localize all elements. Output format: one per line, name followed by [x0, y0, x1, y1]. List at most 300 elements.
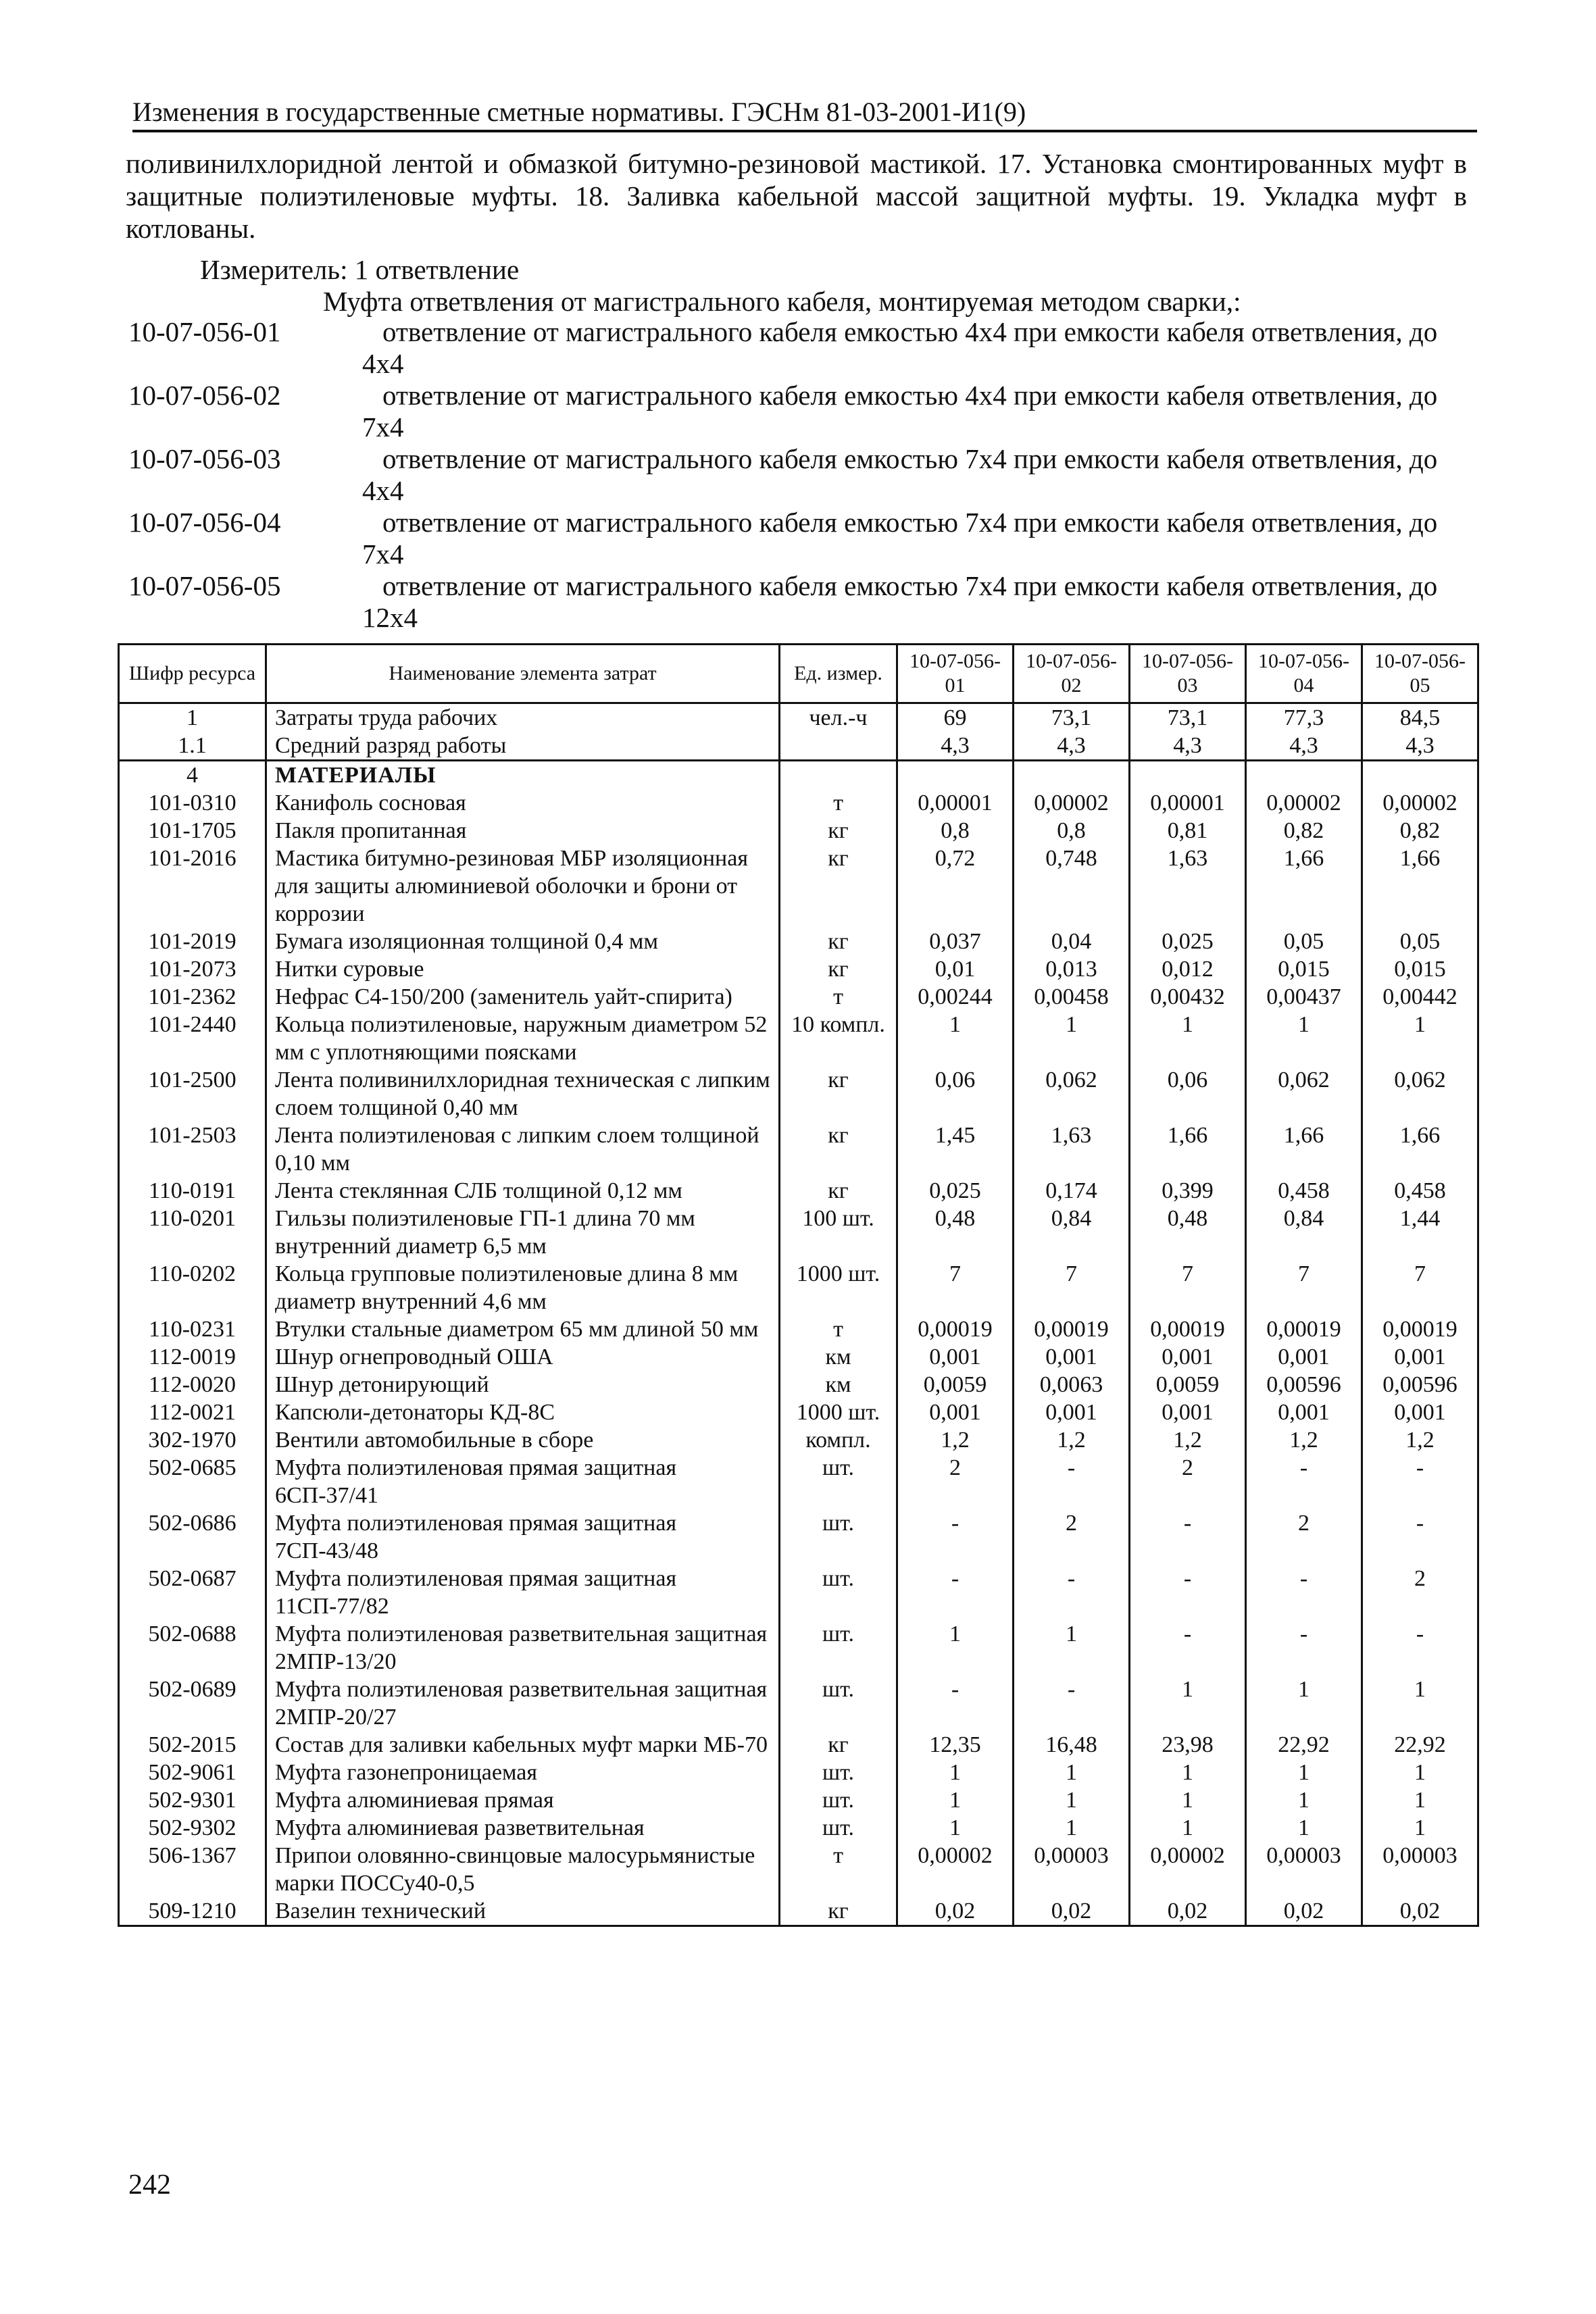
cell-unit: шт.	[780, 1759, 897, 1786]
table-row	[119, 1620, 1478, 1676]
cell-code: 112-0020	[119, 1371, 266, 1399]
cell-code: 502-0688	[119, 1620, 266, 1676]
cell-code: 502-9302	[119, 1814, 266, 1842]
cell-name: Лента поливинилхлоридная техническая с липким слоем толщиной 0,40 мм	[266, 1066, 780, 1122]
cell-code: 112-0021	[119, 1399, 266, 1426]
cell-value: 0,04	[1014, 928, 1130, 955]
cell-value: 1	[1130, 1786, 1246, 1814]
table-row	[119, 1343, 1478, 1371]
cell-value: 0,00003	[1246, 1842, 1362, 1897]
cell-value: 0,00002	[1246, 789, 1362, 817]
header-col-3: 10-07-056-03	[1130, 645, 1246, 703]
cell-value: 1	[1130, 1676, 1246, 1731]
table-row	[119, 1842, 1478, 1897]
table-row	[119, 1814, 1478, 1842]
cell-value: 1	[1014, 1786, 1130, 1814]
cell-value: 0,399	[1130, 1177, 1246, 1205]
table-row	[119, 845, 1478, 928]
cell-value	[1246, 761, 1362, 790]
cell-value: 0,48	[1130, 1205, 1246, 1260]
cell-value: -	[1014, 1676, 1130, 1731]
cell-value: 0,00002	[1130, 1842, 1246, 1897]
table-row	[119, 1509, 1478, 1565]
cell-value: 1	[1130, 1011, 1246, 1066]
code-description	[362, 570, 1473, 634]
cell-code: 502-0685	[119, 1454, 266, 1509]
cell-value: 1,66	[1130, 1122, 1246, 1177]
cell-value: 0,015	[1362, 955, 1478, 983]
cell-value	[897, 761, 1014, 790]
cell-value: 0,06	[897, 1066, 1014, 1122]
cell-unit: т	[780, 789, 897, 817]
cell-unit: шт.	[780, 1454, 897, 1509]
cell-name: МАТЕРИАЛЫ	[266, 761, 780, 790]
table-row	[119, 1122, 1478, 1177]
code-item	[128, 316, 1473, 380]
cell-value: 0,00596	[1246, 1371, 1362, 1399]
cell-value: 0,001	[1014, 1343, 1130, 1371]
cell-value: 0,05	[1362, 928, 1478, 955]
cell-unit: кг	[780, 1177, 897, 1205]
code-list	[128, 316, 1473, 634]
document-header: Изменения в государственные сметные нормативы. ГЭСНм 81-03-2001-И1(9)	[132, 95, 1477, 132]
cell-value: 0,458	[1362, 1177, 1478, 1205]
table-row	[119, 1565, 1478, 1620]
cell-value: 0,02	[1014, 1897, 1130, 1926]
cell-name: Вазелин технический	[266, 1897, 780, 1926]
cell-value: 1,2	[897, 1426, 1014, 1454]
cell-value: 23,98	[1130, 1731, 1246, 1759]
cell-value: 1	[897, 1011, 1014, 1066]
cell-value: 1	[1246, 1814, 1362, 1842]
cell-value: 0,00003	[1014, 1842, 1130, 1897]
cell-value: 1	[1246, 1011, 1362, 1066]
cell-value: 1,2	[1362, 1426, 1478, 1454]
cell-unit: шт.	[780, 1565, 897, 1620]
code-number: 10-07-056-05	[128, 570, 281, 601]
cell-code: 502-0686	[119, 1509, 266, 1565]
cell-value: 1,2	[1014, 1426, 1130, 1454]
cell-unit: км	[780, 1371, 897, 1399]
cell-value: 1,63	[1014, 1122, 1130, 1177]
cell-value: 1	[1130, 1759, 1246, 1786]
cell-value: 0,00019	[1246, 1315, 1362, 1343]
cell-value: 1,66	[1362, 1122, 1478, 1177]
cell-value: 1	[1362, 1786, 1478, 1814]
cell-value: 2	[1362, 1565, 1478, 1620]
cell-value: 7	[1246, 1260, 1362, 1315]
code-description	[362, 380, 1473, 443]
table-row	[119, 1759, 1478, 1786]
cell-value: 1	[1014, 1620, 1130, 1676]
cell-value: -	[897, 1676, 1014, 1731]
table-row	[119, 1205, 1478, 1260]
cell-name: Муфта газонепроницаемая	[266, 1759, 780, 1786]
cell-value: 0,001	[897, 1343, 1014, 1371]
cell-value: 0,81	[1130, 817, 1246, 845]
cell-value: 0,001	[1014, 1399, 1130, 1426]
table-row	[119, 817, 1478, 845]
cell-value: 0,02	[1246, 1897, 1362, 1926]
table-row	[119, 1454, 1478, 1509]
cell-value: -	[1014, 1454, 1130, 1509]
cell-value: 0,00019	[897, 1315, 1014, 1343]
cell-code: 112-0019	[119, 1343, 266, 1371]
cell-value: 4,3	[1130, 732, 1246, 761]
cell-value: -	[1246, 1565, 1362, 1620]
cell-name: Муфта полиэтиленовая прямая защитная 11СП-77/82	[266, 1565, 780, 1620]
code-item	[128, 443, 1473, 507]
cell-unit: т	[780, 983, 897, 1011]
cell-value: 0,015	[1246, 955, 1362, 983]
cell-unit: кг	[780, 955, 897, 983]
cell-value: 12,35	[897, 1731, 1014, 1759]
cell-code: 101-2073	[119, 955, 266, 983]
cell-name: Втулки стальные диаметром 65 мм длиной 50 мм	[266, 1315, 780, 1343]
cell-value: 0,00432	[1130, 983, 1246, 1011]
cell-value: 1	[897, 1786, 1014, 1814]
cell-value: 0,00002	[1362, 789, 1478, 817]
cell-code: 101-2503	[119, 1122, 266, 1177]
cell-name: Нефрас С4-150/200 (заменитель уайт-спирита)	[266, 983, 780, 1011]
table-row	[119, 1371, 1478, 1399]
cell-code: 110-0202	[119, 1260, 266, 1315]
cell-unit: кг	[780, 817, 897, 845]
table-row	[119, 1676, 1478, 1731]
cell-name: Муфта алюминиевая разветвительная	[266, 1814, 780, 1842]
resource-table	[118, 643, 1479, 1927]
cell-value: 22,92	[1362, 1731, 1478, 1759]
header-col-5: 10-07-056-05	[1362, 645, 1478, 703]
cell-value: 1,2	[1130, 1426, 1246, 1454]
cell-value: 0,00458	[1014, 983, 1130, 1011]
cell-name: Припои оловянно-свинцовые малосурьмянистые марки ПОССу40-0,5	[266, 1842, 780, 1897]
table-row	[119, 703, 1478, 732]
code-number: 10-07-056-03	[128, 443, 281, 474]
cell-value: -	[1130, 1509, 1246, 1565]
table-row	[119, 732, 1478, 761]
cell-value: 2	[897, 1454, 1014, 1509]
code-description-line: ответвление от магистрального кабеля емкостью 7х4 при емкости кабеля ответвления, до	[382, 443, 1438, 474]
cell-value: 0,012	[1130, 955, 1246, 983]
cell-value: 2	[1246, 1509, 1362, 1565]
cell-value: 1,44	[1362, 1205, 1478, 1260]
table-row	[119, 983, 1478, 1011]
table-row	[119, 1399, 1478, 1426]
table-row	[119, 1731, 1478, 1759]
code-item	[128, 507, 1473, 570]
cell-value: 73,1	[1130, 703, 1246, 732]
cell-value: 0,0063	[1014, 1371, 1130, 1399]
cell-value: 0,001	[897, 1399, 1014, 1426]
cell-code: 101-2016	[119, 845, 266, 928]
cell-unit: шт.	[780, 1814, 897, 1842]
cell-value: 0,174	[1014, 1177, 1130, 1205]
cell-value: 0,84	[1246, 1205, 1362, 1260]
cell-name: Шнур детонирующий	[266, 1371, 780, 1399]
code-description-continuation: 7х4	[362, 411, 404, 443]
code-description	[362, 316, 1473, 380]
header-unit: Ед. измер.	[780, 645, 897, 703]
cell-value: 0,458	[1246, 1177, 1362, 1205]
cell-code: 4	[119, 761, 266, 790]
table-row	[119, 928, 1478, 955]
table-row	[119, 955, 1478, 983]
cell-code: 101-0310	[119, 789, 266, 817]
cell-value: 0,748	[1014, 845, 1130, 928]
cell-value: 0,001	[1246, 1399, 1362, 1426]
section-subtitle: Муфта ответвления от магистрального кабеля, монтируемая методом сварки,:	[323, 286, 1241, 317]
cell-code: 110-0231	[119, 1315, 266, 1343]
cell-value: 1	[897, 1759, 1014, 1786]
cell-value: 7	[897, 1260, 1014, 1315]
cell-value: -	[1362, 1620, 1478, 1676]
cell-name: Гильзы полиэтиленовые ГП-1 длина 70 мм внутренний диаметр 6,5 мм	[266, 1205, 780, 1260]
measurer-line: Измеритель: 1 ответвление	[200, 254, 520, 285]
code-description-line: ответвление от магистрального кабеля емкостью 7х4 при емкости кабеля ответвления, до	[382, 570, 1438, 601]
cell-name: Муфта полиэтиленовая прямая защитная 7СП-43/48	[266, 1509, 780, 1565]
cell-value: 0,48	[897, 1205, 1014, 1260]
cell-value: -	[1014, 1565, 1130, 1620]
code-number: 10-07-056-02	[128, 380, 281, 411]
cell-value: -	[1130, 1565, 1246, 1620]
cell-unit: 10 компл.	[780, 1011, 897, 1066]
table-row	[119, 1897, 1478, 1926]
code-item	[128, 380, 1473, 443]
cell-value: 0,062	[1014, 1066, 1130, 1122]
cell-value: 0,02	[897, 1897, 1014, 1926]
cell-unit: кг	[780, 1897, 897, 1926]
cell-code: 110-0201	[119, 1205, 266, 1260]
cell-value: 1	[1014, 1011, 1130, 1066]
cell-value: 7	[1130, 1260, 1246, 1315]
code-description-line: ответвление от магистрального кабеля емкостью 4х4 при емкости кабеля ответвления, до	[382, 380, 1438, 411]
intro-paragraph: поливинилхлоридной лентой и обмазкой битумно-резиновой мастикой. 17. Установка смонтированных муфт в защитные полиэтиленовые муфты. 18. Заливка кабельной массой защитной муфты. 19. Укладка муфт в котлованы.	[126, 148, 1467, 244]
cell-unit: т	[780, 1842, 897, 1897]
cell-value: 0,001	[1130, 1343, 1246, 1371]
cell-value: 0,06	[1130, 1066, 1246, 1122]
cell-unit: 100 шт.	[780, 1205, 897, 1260]
cell-unit: т	[780, 1315, 897, 1343]
table-row	[119, 761, 1478, 790]
cell-code: 502-0689	[119, 1676, 266, 1731]
cell-value: 0,025	[897, 1177, 1014, 1205]
cell-value: 0,062	[1246, 1066, 1362, 1122]
cell-value: 4,3	[1362, 732, 1478, 761]
cell-value: 1	[1014, 1814, 1130, 1842]
cell-value: 0,025	[1130, 928, 1246, 955]
cell-value: -	[897, 1509, 1014, 1565]
cell-name: Капсюли-детонаторы КД-8С	[266, 1399, 780, 1426]
cell-value: 2	[1130, 1454, 1246, 1509]
cell-name: Кольца полиэтиленовые, наружным диаметром 52 мм с уплотняющими поясками	[266, 1011, 780, 1066]
code-description	[362, 507, 1473, 570]
cell-name: Мастика битумно-резиновая МБР изоляционная для защиты алюминиевой оболочки и брони от коррозии	[266, 845, 780, 928]
code-description-continuation: 4х4	[362, 475, 404, 506]
cell-value: 0,00019	[1014, 1315, 1130, 1343]
cell-value: 1,2	[1246, 1426, 1362, 1454]
cell-unit	[780, 761, 897, 790]
cell-value: 0,001	[1362, 1399, 1478, 1426]
table-row	[119, 1315, 1478, 1343]
cell-value: -	[1246, 1454, 1362, 1509]
cell-value: 0,001	[1246, 1343, 1362, 1371]
cell-value: 0,00596	[1362, 1371, 1478, 1399]
table-header-row	[119, 645, 1478, 703]
cell-value: 0,001	[1362, 1343, 1478, 1371]
cell-unit: кг	[780, 845, 897, 928]
cell-value: 1	[1246, 1786, 1362, 1814]
table-row	[119, 789, 1478, 817]
resource-table-wrapper	[118, 643, 1477, 1927]
cell-value: 1	[1246, 1759, 1362, 1786]
cell-value: 73,1	[1014, 703, 1130, 732]
cell-name: Канифоль сосновая	[266, 789, 780, 817]
cell-name: Нитки суровые	[266, 955, 780, 983]
cell-value: 0,00002	[1014, 789, 1130, 817]
cell-value: 0,00019	[1362, 1315, 1478, 1343]
cell-code: 1	[119, 703, 266, 732]
cell-value: 69	[897, 703, 1014, 732]
table-row	[119, 1786, 1478, 1814]
cell-value: 0,00002	[897, 1842, 1014, 1897]
cell-value: -	[1130, 1620, 1246, 1676]
cell-code: 509-1210	[119, 1897, 266, 1926]
cell-name: Муфта полиэтиленовая разветвительная защитная 2МПР-20/27	[266, 1676, 780, 1731]
cell-name: Кольца групповые полиэтиленовые длина 8 мм диаметр внутренний 4,6 мм	[266, 1260, 780, 1315]
cell-unit: шт.	[780, 1786, 897, 1814]
header-col-2: 10-07-056-02	[1014, 645, 1130, 703]
cell-value: 0,02	[1362, 1897, 1478, 1926]
cell-value: 4,3	[1014, 732, 1130, 761]
cell-value: 1,66	[1246, 845, 1362, 928]
cell-unit: кг	[780, 1122, 897, 1177]
cell-unit: чел.-ч	[780, 703, 897, 732]
header-code: Шифр ресурса	[119, 645, 266, 703]
page-number: 242	[128, 2169, 171, 2200]
cell-value	[1130, 761, 1246, 790]
cell-unit: км	[780, 1343, 897, 1371]
cell-value: 4,3	[1246, 732, 1362, 761]
cell-value: 1	[1014, 1759, 1130, 1786]
cell-value: 2	[1014, 1509, 1130, 1565]
cell-value: 1,66	[1246, 1122, 1362, 1177]
code-description-continuation: 12х4	[362, 602, 418, 633]
cell-code: 101-2500	[119, 1066, 266, 1122]
table-row	[119, 1066, 1478, 1122]
cell-name: Шнур огнепроводный ОША	[266, 1343, 780, 1371]
code-description	[362, 443, 1473, 507]
cell-value	[1014, 761, 1130, 790]
cell-value: 4,3	[897, 732, 1014, 761]
cell-value: 0,01	[897, 955, 1014, 983]
cell-value: 0,84	[1014, 1205, 1130, 1260]
cell-value: 0,8	[897, 817, 1014, 845]
cell-unit: 1000 шт.	[780, 1260, 897, 1315]
code-number: 10-07-056-01	[128, 316, 281, 347]
cell-code: 502-0687	[119, 1565, 266, 1620]
cell-value: 0,0059	[897, 1371, 1014, 1399]
cell-value: 1	[1246, 1676, 1362, 1731]
cell-name: Муфта полиэтиленовая прямая защитная 6СП-37/41	[266, 1454, 780, 1509]
code-description-continuation: 7х4	[362, 538, 404, 570]
cell-value: 0,00003	[1362, 1842, 1478, 1897]
cell-name: Вентили автомобильные в сборе	[266, 1426, 780, 1454]
cell-unit: кг	[780, 928, 897, 955]
code-description-continuation: 4х4	[362, 348, 404, 379]
cell-name: Пакля пропитанная	[266, 817, 780, 845]
cell-value: -	[1362, 1509, 1478, 1565]
cell-code: 502-9301	[119, 1786, 266, 1814]
header-col-1: 10-07-056-01	[897, 645, 1014, 703]
cell-unit: кг	[780, 1066, 897, 1122]
cell-value: 0,062	[1362, 1066, 1478, 1122]
table-body	[119, 703, 1478, 1926]
table-row	[119, 1011, 1478, 1066]
cell-value: 1	[1362, 1814, 1478, 1842]
cell-name: Муфта полиэтиленовая разветвительная защитная 2МПР-13/20	[266, 1620, 780, 1676]
cell-value: 7	[1014, 1260, 1130, 1315]
cell-value	[1362, 761, 1478, 790]
cell-code: 506-1367	[119, 1842, 266, 1897]
cell-value: 7	[1362, 1260, 1478, 1315]
table-row	[119, 1177, 1478, 1205]
cell-value: 0,82	[1362, 817, 1478, 845]
cell-name: Состав для заливки кабельных муфт марки МБ-70	[266, 1731, 780, 1759]
cell-unit: шт.	[780, 1676, 897, 1731]
cell-unit: компл.	[780, 1426, 897, 1454]
cell-code: 502-2015	[119, 1731, 266, 1759]
cell-value: 1,45	[897, 1122, 1014, 1177]
code-description-line: ответвление от магистрального кабеля емкостью 4х4 при емкости кабеля ответвления, до	[382, 316, 1438, 347]
cell-value: 0,00019	[1130, 1315, 1246, 1343]
cell-unit	[780, 732, 897, 761]
cell-value: 16,48	[1014, 1731, 1130, 1759]
cell-value: 22,92	[1246, 1731, 1362, 1759]
cell-name: Лента полиэтиленовая с липким слоем толщиной 0,10 мм	[266, 1122, 780, 1177]
cell-code: 1.1	[119, 732, 266, 761]
cell-value: 1	[1362, 1011, 1478, 1066]
cell-value: 0,00001	[1130, 789, 1246, 817]
cell-value: 77,3	[1246, 703, 1362, 732]
cell-value: 1	[1362, 1759, 1478, 1786]
cell-value: 0,00001	[897, 789, 1014, 817]
cell-value: 0,05	[1246, 928, 1362, 955]
cell-value: 0,8	[1014, 817, 1130, 845]
cell-unit: шт.	[780, 1620, 897, 1676]
cell-name: Затраты труда рабочих	[266, 703, 780, 732]
cell-value: 1	[897, 1620, 1014, 1676]
code-item	[128, 570, 1473, 634]
cell-unit: кг	[780, 1731, 897, 1759]
cell-name: Средний разряд работы	[266, 732, 780, 761]
cell-value: 1	[1362, 1676, 1478, 1731]
table-row	[119, 1426, 1478, 1454]
cell-value: 0,72	[897, 845, 1014, 928]
cell-code: 302-1970	[119, 1426, 266, 1454]
cell-value: 0,82	[1246, 817, 1362, 845]
cell-value: 0,00244	[897, 983, 1014, 1011]
code-number: 10-07-056-04	[128, 507, 281, 538]
cell-value: -	[1362, 1454, 1478, 1509]
cell-code: 101-2019	[119, 928, 266, 955]
cell-unit: 1000 шт.	[780, 1399, 897, 1426]
cell-code: 101-2440	[119, 1011, 266, 1066]
cell-value: 0,00437	[1246, 983, 1362, 1011]
cell-name: Бумага изоляционная толщиной 0,4 мм	[266, 928, 780, 955]
cell-name: Лента стеклянная СЛБ толщиной 0,12 мм	[266, 1177, 780, 1205]
cell-value: 0,037	[897, 928, 1014, 955]
